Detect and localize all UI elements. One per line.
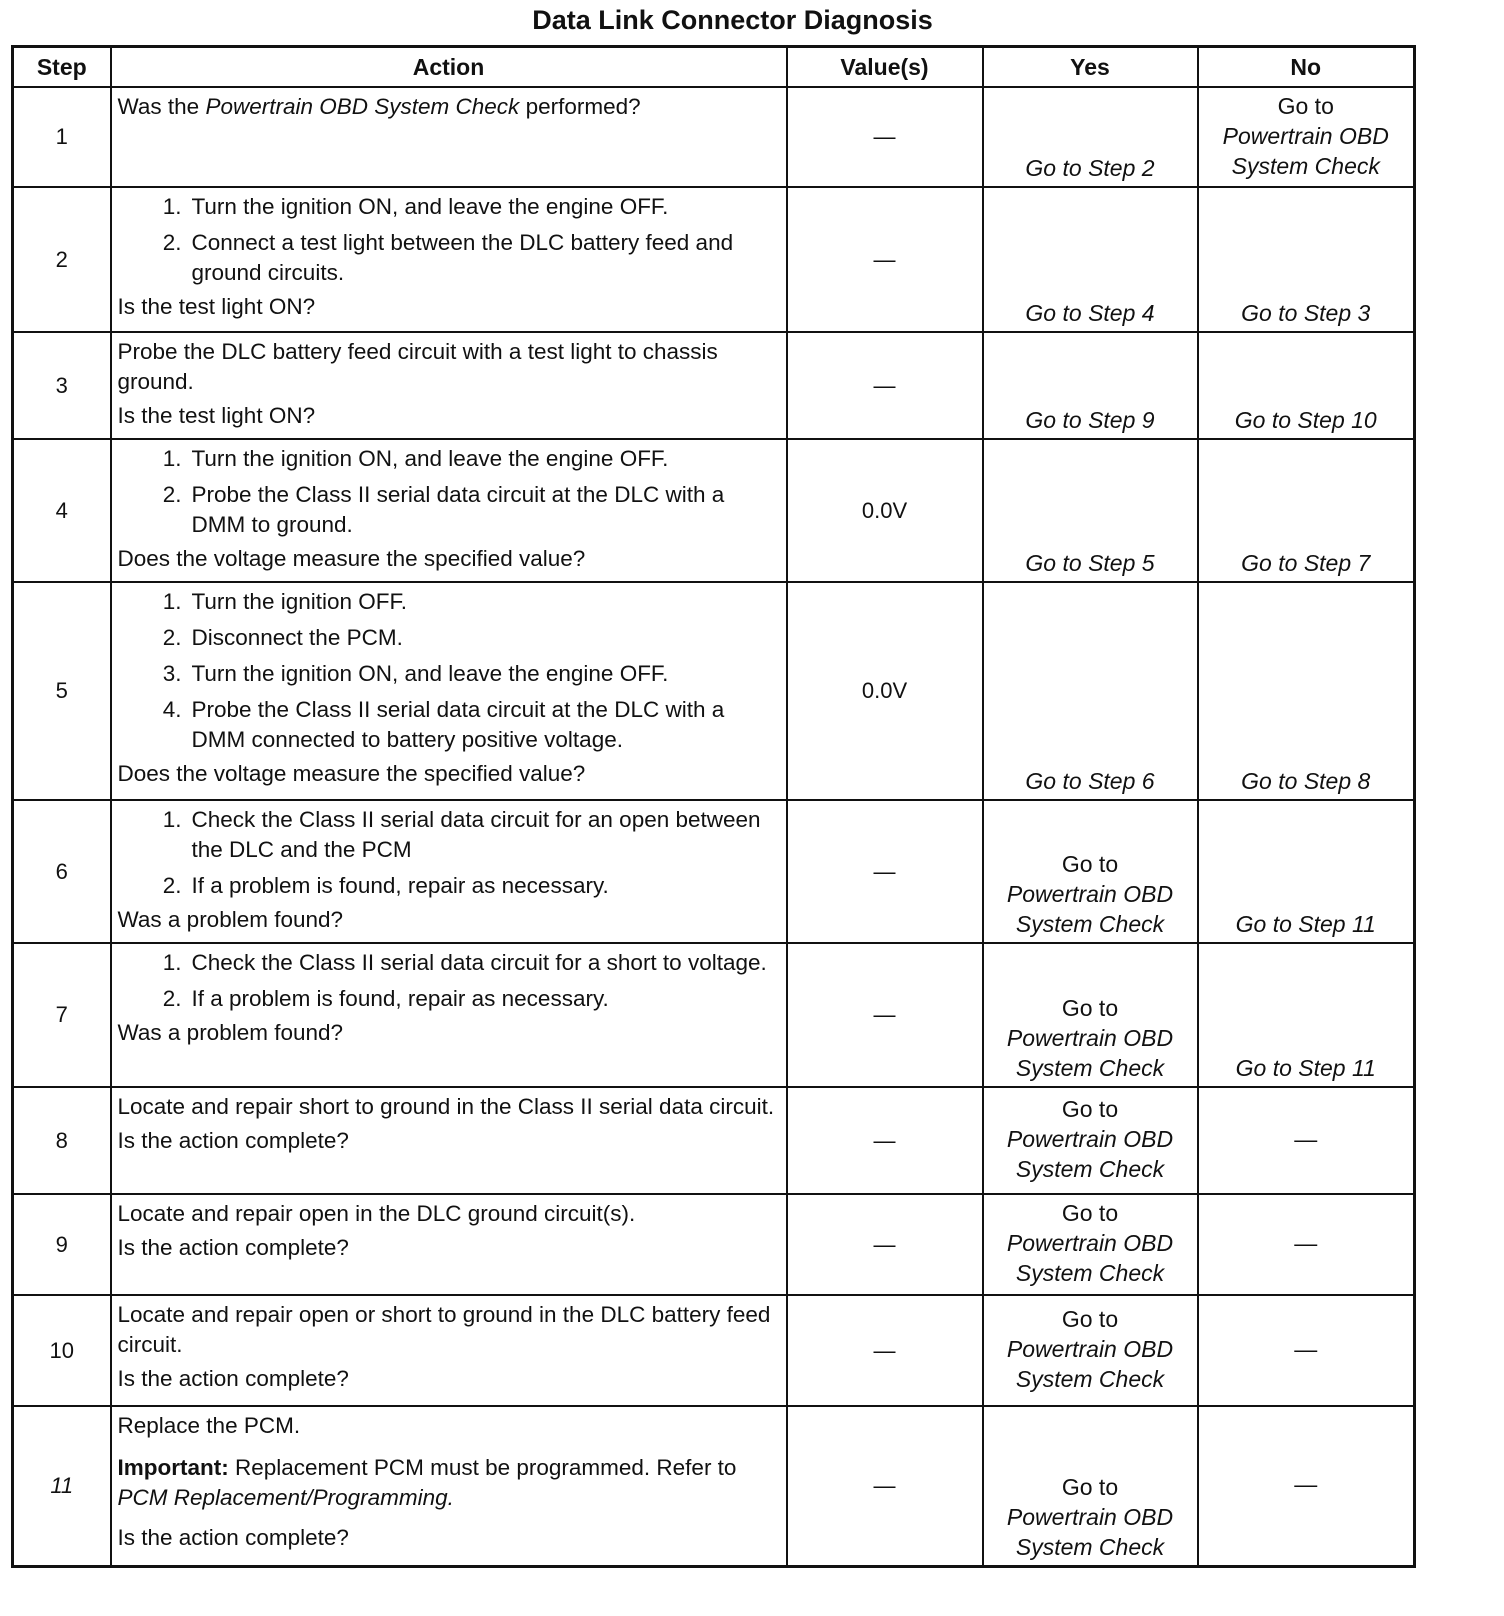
goto-ref: Powertrain OBD — [1006, 881, 1174, 907]
question: Is the test light ON? — [117, 294, 316, 319]
header-no: No — [1198, 47, 1415, 88]
table-row-step-5 — [13, 582, 1415, 800]
goto-ref: System Check — [1231, 152, 1380, 179]
step-number: 2 — [13, 187, 111, 332]
list-item: 1. Turn the ignition OFF. — [162, 589, 408, 614]
goto-ref: System Check — [1015, 1055, 1165, 1081]
action-cell — [111, 332, 787, 439]
value-cell: — — [787, 1087, 983, 1194]
list-item: 2. Connect a test light between the DLC battery feed and ground circuits. — [162, 230, 734, 285]
table-row-step-11 — [13, 1406, 1415, 1566]
goto-ref: Powertrain OBD — [1006, 1503, 1174, 1530]
table-row-step-7 — [13, 943, 1415, 1087]
header-step: Step — [13, 47, 111, 88]
goto-text: Go to — [1061, 1306, 1119, 1332]
no-cell: Go to Step 3 — [1198, 187, 1415, 332]
action-cell — [111, 800, 787, 943]
step-number: 9 — [13, 1194, 111, 1295]
action-cell — [111, 943, 787, 1087]
list-item: 3. Turn the ignition ON, and leave the engine OFF. — [162, 661, 669, 686]
action-cell — [111, 1406, 787, 1566]
goto-ref: Powertrain OBD — [1006, 1126, 1174, 1152]
value-cell: — — [787, 332, 983, 439]
goto-ref: System Check — [1015, 1260, 1165, 1286]
important-note — [118, 1453, 780, 1513]
step-number: 11 — [13, 1406, 111, 1566]
page-title: Data Link Connector Diagnosis — [532, 5, 933, 35]
question: Is the test light ON? — [117, 403, 316, 428]
action-text: Locate and repair short to ground in the Class II serial data circuit. — [117, 1094, 775, 1119]
value-cell: 0.0V — [787, 582, 983, 800]
question: Does the voltage measure the specified value? — [117, 761, 586, 786]
goto-text: Go to — [1061, 1200, 1119, 1226]
question: Does the voltage measure the specified value? — [117, 546, 586, 571]
table-row-step-8 — [13, 1087, 1415, 1194]
yes-cell — [983, 1406, 1198, 1566]
goto-text: Go to — [1061, 1473, 1119, 1500]
yes-cell: Go to Step 4 — [983, 187, 1198, 332]
value-cell: 0.0V — [787, 439, 983, 582]
goto-text: Go to — [1061, 1096, 1119, 1122]
table-header-row — [13, 47, 1415, 88]
question: Was a problem found? — [117, 907, 344, 932]
value-cell: — — [787, 187, 983, 332]
step-number: 7 — [13, 943, 111, 1087]
value-cell: — — [787, 1295, 983, 1406]
diagnosis-table — [11, 45, 1416, 1568]
step-number: 4 — [13, 439, 111, 582]
yes-cell — [983, 1295, 1198, 1406]
action-text: Replace the PCM. — [117, 1413, 301, 1438]
value-cell: — — [787, 800, 983, 943]
value-cell: — — [787, 943, 983, 1087]
table-row-step-4 — [13, 439, 1415, 582]
yes-cell: Go to Step 5 — [983, 439, 1198, 582]
action-ref: Powertrain OBD System Check — [205, 94, 520, 119]
table-row-step-3 — [13, 332, 1415, 439]
goto-ref: Powertrain OBD — [1006, 1336, 1174, 1362]
step-number: 1 — [13, 87, 111, 187]
action-text: Locate and repair open or short to ground in the DLC battery feed circuit. — [117, 1302, 771, 1357]
question: Was a problem found? — [117, 1020, 344, 1045]
goto-ref: Powertrain OBD — [1006, 1025, 1174, 1051]
goto-ref: Powertrain OBD — [1222, 122, 1389, 149]
table-row-step-2 — [13, 187, 1415, 332]
step-number: 10 — [13, 1295, 111, 1406]
action-cell — [111, 1295, 787, 1406]
question: Is the action complete? — [117, 1128, 349, 1153]
list-item: 1. Check the Class II serial data circuit for an open between the DLC and the PCM — [162, 807, 761, 862]
table-row-step-9 — [13, 1194, 1415, 1295]
goto-text: Go to — [1061, 995, 1119, 1021]
yes-cell — [983, 1087, 1198, 1194]
question: Is the action complete? — [117, 1366, 349, 1391]
goto-ref: Powertrain OBD — [1006, 1230, 1174, 1256]
value-cell: — — [787, 1194, 983, 1295]
no-cell: Go to Step 7 — [1198, 439, 1415, 582]
yes-cell — [983, 1194, 1198, 1295]
action-cell — [111, 439, 787, 582]
goto-text: Go to — [1061, 851, 1119, 877]
step-number: 3 — [13, 332, 111, 439]
yes-cell: Go to Step 9 — [983, 332, 1198, 439]
yes-cell: Go to Step 6 — [983, 582, 1198, 800]
list-item: 2. If a problem is found, repair as necessary. — [162, 986, 609, 1011]
step-number: 8 — [13, 1087, 111, 1194]
goto-ref: System Check — [1015, 1156, 1165, 1182]
question: Is the action complete? — [117, 1525, 349, 1550]
list-item: 1. Check the Class II serial data circuit for a short to voltage. — [162, 950, 767, 975]
important-ref: PCM Replacement/Programming. — [117, 1485, 454, 1510]
step-number: 5 — [13, 582, 111, 800]
important-label: Important: — [117, 1455, 229, 1480]
list-item: 4. Probe the Class II serial data circuit at the DLC with a DMM connected to battery positive voltage. — [162, 697, 725, 752]
action-text: Locate and repair open in the DLC ground circuit(s). — [117, 1201, 636, 1226]
action-cell — [111, 582, 787, 800]
action-cell — [111, 187, 787, 332]
action-text: Probe the DLC battery feed circuit with a test light to chassis ground. — [117, 339, 718, 394]
question: Is the action complete? — [117, 1235, 349, 1260]
goto-ref: System Check — [1015, 1533, 1165, 1560]
no-cell — [1198, 87, 1415, 187]
yes-cell: Go to Step 2 — [983, 87, 1198, 187]
list-item: 1. Turn the ignition ON, and leave the engine OFF. — [162, 446, 669, 471]
no-cell: — — [1198, 1295, 1415, 1406]
value-cell: — — [787, 87, 983, 187]
action-text: performed? — [519, 94, 641, 119]
no-cell: — — [1198, 1194, 1415, 1295]
yes-cell — [983, 800, 1198, 943]
action-cell — [111, 87, 787, 187]
no-cell: Go to Step 8 — [1198, 582, 1415, 800]
no-cell: — — [1198, 1406, 1415, 1566]
header-action: Action — [111, 47, 787, 88]
no-cell: Go to Step 11 — [1198, 943, 1415, 1087]
step-number: 6 — [13, 800, 111, 943]
goto-ref: System Check — [1015, 911, 1165, 937]
value-cell: — — [787, 1406, 983, 1566]
table-row-step-1 — [13, 87, 1415, 187]
action-cell — [111, 1087, 787, 1194]
header-values: Value(s) — [787, 47, 983, 88]
header-yes: Yes — [983, 47, 1198, 88]
list-item: 2. Probe the Class II serial data circuit at the DLC with a DMM to ground. — [162, 482, 725, 537]
action-cell — [111, 1194, 787, 1295]
action-text: Was the — [117, 94, 206, 119]
list-item: 2. If a problem is found, repair as necessary. — [162, 873, 609, 898]
table-row-step-6 — [13, 800, 1415, 943]
table-row-step-10 — [13, 1295, 1415, 1406]
no-cell: — — [1198, 1087, 1415, 1194]
yes-cell — [983, 943, 1198, 1087]
list-item: 2. Disconnect the PCM. — [162, 625, 403, 650]
no-cell: Go to Step 10 — [1198, 332, 1415, 439]
goto-text: Go to — [1277, 92, 1334, 119]
list-item: 1. Turn the ignition ON, and leave the engine OFF. — [162, 194, 669, 219]
no-cell: Go to Step 11 — [1198, 800, 1415, 943]
goto-ref: System Check — [1015, 1366, 1165, 1392]
important-text: Replacement PCM must be programmed. Refer to — [228, 1455, 737, 1480]
